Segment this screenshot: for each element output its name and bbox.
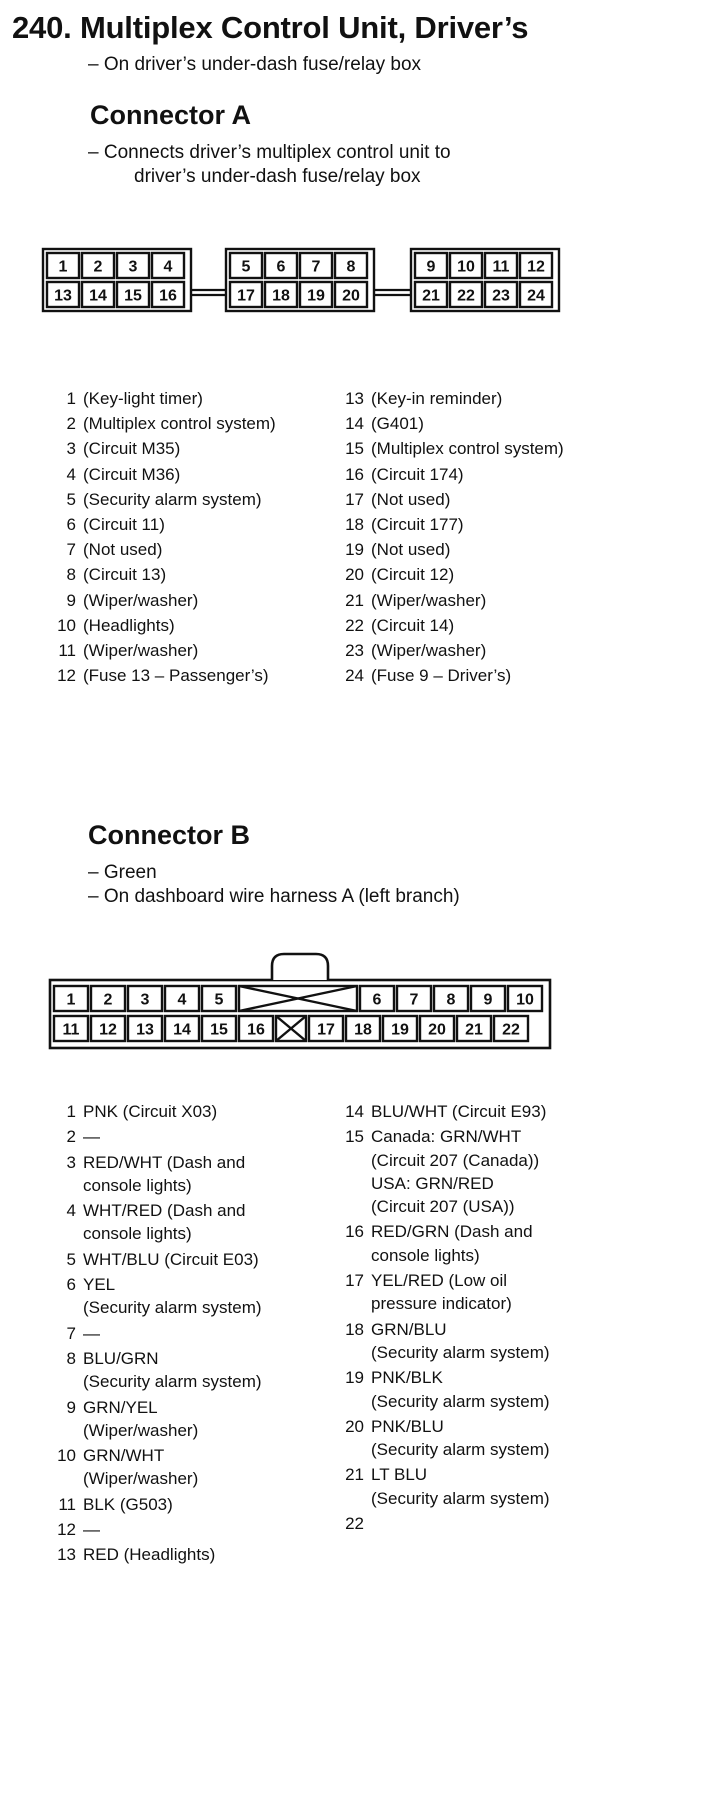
pin-entry: [52, 1199, 262, 1246]
pin-description: YEL (Security alarm system): [83, 1275, 262, 1318]
pin-entry: [340, 436, 564, 461]
pin-entry: [52, 386, 276, 411]
connector-b-note-2: – On dashboard wire harness A (left branch): [88, 886, 460, 907]
connector-a-pin-list-left: [52, 386, 276, 688]
pin-number: 8: [66, 1348, 76, 1368]
pin-description: (G401): [371, 414, 424, 434]
pin-number: 18: [345, 515, 364, 535]
pin-description: BLU/GRN (Security alarm system): [83, 1348, 262, 1392]
pin-description: (Key-light timer): [83, 389, 203, 408]
terminal-label: 17: [237, 287, 255, 305]
pin-entry: [52, 663, 276, 688]
pin-number: 16: [345, 464, 364, 484]
pin-number: 19: [345, 1368, 364, 1388]
pin-entry: [340, 1512, 550, 1535]
terminal-label: 12: [99, 1021, 117, 1039]
connector-b-diagram: [0, 940, 704, 1060]
terminal-label: 9: [483, 991, 493, 1009]
pin-number: 1: [66, 389, 76, 408]
pin-number: 20: [345, 1416, 364, 1436]
connector-a-terminal-grid: [43, 249, 559, 311]
pin-description: (Not used): [371, 489, 451, 509]
terminal-label: 3: [128, 258, 138, 276]
pin-number: 16: [345, 1222, 364, 1242]
pin-description: RED/WHT (Dash and console lights): [83, 1152, 246, 1195]
pin-number: 15: [345, 439, 364, 459]
pin-entry: [52, 512, 276, 537]
pin-description: PNK (Circuit X03): [83, 1102, 218, 1121]
pin-entry: [340, 1366, 550, 1413]
connector-b-terminal-grid: [50, 954, 550, 1048]
connector-a-heading: Connector A: [90, 100, 251, 130]
connector-a-diagram: [0, 0, 704, 360]
pin-number: 12: [57, 666, 76, 686]
pin-description: (Headlights): [83, 615, 175, 635]
pin-number: 11: [58, 1494, 76, 1514]
pin-entry: [340, 512, 564, 537]
terminal-label: 6: [276, 258, 286, 276]
terminal-label: 14: [173, 1021, 191, 1039]
terminal-label: 10: [516, 991, 534, 1009]
pin-description: (Wiper/washer): [371, 590, 487, 610]
pin-number: 9: [66, 590, 76, 610]
terminal-label: 7: [409, 991, 419, 1009]
pin-entry: [52, 1248, 262, 1271]
terminal-label: 8: [346, 258, 356, 276]
connector-b-pin-list-right: [340, 1100, 550, 1537]
pin-description: (Circuit M36): [83, 464, 181, 484]
connector-b-heading: Connector B: [88, 820, 250, 850]
pin-description: —: [83, 1127, 100, 1147]
pin-entry: [340, 562, 564, 587]
pin-entry: [52, 462, 276, 487]
pin-number: 20: [345, 565, 364, 585]
terminal-label: 17: [317, 1021, 335, 1039]
pin-number: 13: [57, 1545, 76, 1565]
terminal-label: 13: [54, 287, 72, 305]
terminal-label: 11: [492, 258, 510, 276]
terminal-label: 14: [89, 287, 107, 305]
pin-number: 24: [345, 666, 364, 686]
pin-number: 4: [66, 1201, 76, 1221]
terminal-label: 18: [272, 287, 290, 305]
pin-description: BLU/WHT (Circuit E93): [371, 1102, 547, 1121]
terminal-label: 8: [446, 991, 456, 1009]
pin-number: 17: [345, 489, 364, 509]
pin-description: (Not used): [83, 540, 163, 560]
page-title: 240. Multiplex Control Unit, Driver’s: [12, 10, 529, 45]
terminal-label: 21: [465, 1021, 483, 1039]
terminal-label: 1: [66, 991, 76, 1009]
terminal-label: 16: [159, 287, 177, 305]
pin-number: 21: [345, 590, 364, 610]
pin-number: 2: [66, 1127, 76, 1147]
terminal-label: 19: [391, 1021, 409, 1039]
pin-number: 6: [66, 515, 76, 535]
pin-entry: [52, 1100, 262, 1123]
terminal-label: 20: [428, 1021, 446, 1039]
pin-entry: [340, 487, 564, 512]
terminal-label: 21: [422, 287, 440, 305]
connector-a-note-2: driver’s under-dash fuse/relay box: [134, 166, 421, 187]
pin-description: WHT/BLU (Circuit E03): [83, 1249, 259, 1269]
pin-number: 4: [66, 464, 76, 484]
pin-number: 21: [345, 1465, 364, 1485]
pin-entry: [340, 663, 564, 688]
connector-b-pin-list-left: [52, 1100, 262, 1569]
pin-entry: [340, 1463, 550, 1510]
pin-number: 17: [345, 1271, 364, 1291]
pin-number: 10: [57, 1446, 76, 1466]
pin-description: (Circuit 13): [83, 565, 167, 585]
terminal-label: 2: [93, 258, 103, 276]
pin-entry: [52, 1151, 262, 1198]
pin-number: 5: [66, 1249, 76, 1269]
pin-entry: [52, 1518, 262, 1541]
pin-entry: [52, 638, 276, 663]
pin-description: RED/GRN (Dash and console lights): [371, 1222, 533, 1265]
pin-number: 8: [66, 565, 76, 585]
terminal-label: 6: [372, 991, 382, 1009]
terminal-label: 4: [177, 991, 187, 1009]
pin-entry: [52, 588, 276, 613]
pin-number: 2: [66, 414, 76, 434]
pin-description: (Wiper/washer): [83, 590, 199, 610]
pin-description: BLK (G503): [83, 1494, 173, 1514]
pin-description: Canada: GRN/WHT (Circuit 207 (Canada)) USA: GRN/RED (Circuit 207 (USA)): [371, 1127, 540, 1217]
pin-number: 15: [345, 1127, 364, 1147]
pin-description: PNK/BLU (Security alarm system): [371, 1416, 550, 1460]
terminal-label: 12: [527, 258, 545, 276]
terminal-label: 3: [140, 991, 150, 1009]
pin-description: (Circuit 14): [371, 615, 455, 635]
pin-entry: [52, 1347, 262, 1394]
pin-entry: [340, 1415, 550, 1462]
connector-a-pin-list-right: [340, 386, 564, 688]
locking-tab: [272, 954, 328, 980]
pin-entry: [52, 1543, 262, 1566]
pin-description: —: [83, 1520, 100, 1540]
pin-description: (Circuit 11): [83, 515, 165, 535]
pin-description: GRN/WHT (Wiper/washer): [83, 1446, 199, 1489]
pin-number: 12: [57, 1520, 76, 1540]
pin-description: (Circuit 177): [371, 515, 464, 535]
pin-number: 18: [345, 1319, 364, 1339]
terminal-label: 11: [62, 1021, 80, 1039]
terminal-label: 22: [457, 287, 475, 305]
terminal-label: 5: [214, 991, 224, 1009]
pin-number: 22: [345, 1514, 364, 1534]
connector-a-note-1: – Connects driver’s multiplex control unit to: [88, 142, 451, 163]
terminal-label: 13: [136, 1021, 154, 1039]
pin-entry: [340, 462, 564, 487]
page-subtitle: – On driver’s under-dash fuse/relay box: [88, 54, 422, 75]
terminal-label: 23: [492, 287, 510, 305]
pin-entry: [52, 487, 276, 512]
terminal-label: 20: [342, 287, 360, 305]
pin-entry: [52, 436, 276, 461]
pin-number: 1: [66, 1102, 76, 1121]
pin-description: (Circuit M35): [83, 439, 181, 459]
pin-entry: [52, 1322, 262, 1345]
pin-number: 19: [345, 540, 364, 560]
pin-number: 14: [345, 1102, 364, 1121]
pin-entry: [340, 1220, 550, 1267]
pin-number: 7: [66, 540, 76, 560]
pin-entry: [340, 638, 564, 663]
terminal-label: 4: [163, 258, 173, 276]
pin-number: 9: [66, 1397, 76, 1417]
pin-description: (Wiper/washer): [371, 641, 487, 661]
pin-entry: [52, 1273, 262, 1320]
terminal-label: 15: [210, 1021, 228, 1039]
pin-entry: [340, 613, 564, 638]
pin-entry: [340, 1269, 550, 1316]
terminal-label: 5: [241, 258, 251, 276]
terminal-label: 15: [124, 287, 142, 305]
pin-number: 14: [345, 414, 364, 434]
pin-entry: [52, 537, 276, 562]
pin-description: (Circuit 12): [371, 565, 455, 585]
pin-description: (Multiplex control system): [371, 439, 564, 459]
pin-entry: [52, 1396, 262, 1443]
terminal-label: 18: [354, 1021, 372, 1039]
pin-number: 11: [58, 641, 76, 661]
pin-entry: [52, 1493, 262, 1516]
pin-description: YEL/RED (Low oil pressure indicator): [371, 1271, 512, 1314]
pin-description: (Wiper/washer): [83, 641, 199, 661]
terminal-label: 19: [307, 287, 325, 305]
pin-number: 22: [345, 615, 364, 635]
terminal-label: 1: [58, 258, 68, 276]
pin-description: GRN/BLU (Security alarm system): [371, 1319, 550, 1362]
pin-description: (Multiplex control system): [83, 414, 276, 434]
terminal-label: 2: [103, 991, 113, 1009]
pin-description: (Fuse 9 – Driver’s): [371, 666, 512, 686]
pin-description: WHT/RED (Dash and console lights): [83, 1201, 246, 1244]
terminal-label: 10: [457, 258, 475, 276]
pin-description: PNK/BLK (Security alarm system): [371, 1368, 550, 1411]
terminal-label: 24: [527, 287, 545, 305]
pin-entry: [340, 537, 564, 562]
pin-description: (Security alarm system): [83, 489, 262, 509]
pin-description: LT BLU (Security alarm system): [371, 1465, 550, 1508]
connector-b-note-1: – Green: [88, 862, 157, 883]
pin-number: 10: [57, 615, 76, 635]
pin-description: (Fuse 13 – Passenger’s): [83, 666, 269, 686]
pin-entry: [52, 613, 276, 638]
pin-number: 7: [66, 1323, 76, 1343]
terminal-label: 22: [502, 1021, 520, 1039]
pin-number: 13: [345, 389, 364, 408]
pin-number: 3: [66, 1152, 76, 1172]
pin-number: 23: [345, 641, 364, 661]
terminal-label: 9: [426, 258, 436, 276]
pin-description: —: [83, 1323, 100, 1343]
pin-entry: [340, 1318, 550, 1365]
pin-description: (Not used): [371, 540, 451, 560]
pin-number: 6: [66, 1275, 76, 1295]
pin-entry: [52, 1125, 262, 1148]
pin-entry: [340, 386, 564, 411]
pin-description: GRN/YEL (Wiper/washer): [83, 1397, 199, 1440]
pin-description: RED (Headlights): [83, 1545, 216, 1565]
pin-entry: [52, 1444, 262, 1491]
pin-number: 5: [66, 489, 76, 509]
pin-entry: [340, 1100, 550, 1123]
pin-entry: [340, 1125, 550, 1218]
pin-description: (Key-in reminder): [371, 389, 503, 408]
pin-entry: [52, 411, 276, 436]
pin-entry: [52, 562, 276, 587]
pin-entry: [340, 411, 564, 436]
pin-number: 3: [66, 439, 76, 459]
terminal-label: 16: [247, 1021, 265, 1039]
terminal-label: 7: [311, 258, 321, 276]
pin-entry: [340, 588, 564, 613]
pin-description: (Circuit 174): [371, 464, 464, 484]
